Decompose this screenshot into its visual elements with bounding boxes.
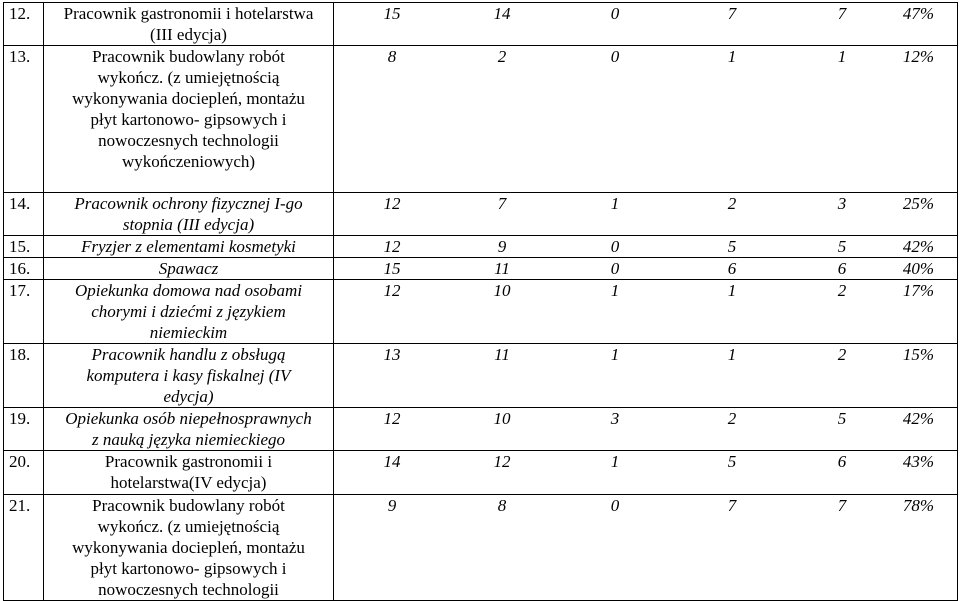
table-row bbox=[4, 451, 958, 495]
percentage-value: 40% bbox=[902, 259, 934, 278]
count-value: 0 bbox=[610, 4, 620, 23]
course-name bbox=[44, 236, 334, 258]
values-cell bbox=[334, 280, 958, 344]
count-value: 11 bbox=[494, 259, 510, 278]
values-cell bbox=[334, 193, 958, 236]
count-value: 1 bbox=[610, 194, 620, 213]
count-value: 7 bbox=[727, 4, 737, 23]
course-name-line: płyt kartonowo- gipsowych i bbox=[90, 110, 287, 129]
course-name-line: Spawacz bbox=[158, 259, 219, 278]
course-name-line: z nauką języka niemieckiego bbox=[91, 430, 286, 449]
course-name-line: Pracownik gastronomii i bbox=[104, 452, 273, 471]
course-name-line: hotelarstwa(IV edycja) bbox=[110, 473, 267, 492]
count-value: 1 bbox=[837, 47, 847, 66]
table-row bbox=[4, 258, 958, 280]
row-number: 12. bbox=[4, 3, 44, 46]
count-value: 3 bbox=[610, 409, 620, 428]
count-value: 1 bbox=[610, 345, 620, 364]
count-value: 5 bbox=[837, 237, 847, 256]
course-name-line: niemieckim bbox=[149, 323, 228, 342]
count-value: 12 bbox=[383, 281, 401, 300]
count-value: 1 bbox=[727, 47, 737, 66]
count-value: 6 bbox=[837, 452, 847, 471]
course-name bbox=[44, 280, 334, 344]
count-value: 2 bbox=[727, 194, 737, 213]
course-name bbox=[44, 451, 334, 495]
percentage-value: 12% bbox=[902, 47, 934, 66]
course-name-line: nowoczesnych technologii bbox=[98, 131, 279, 150]
course-name bbox=[44, 344, 334, 408]
course-name-line: Pracownik handlu z obsługą bbox=[91, 345, 286, 364]
table-row bbox=[4, 46, 958, 193]
table-body bbox=[4, 3, 958, 601]
values-cell bbox=[334, 344, 958, 408]
count-value: 10 bbox=[493, 281, 511, 300]
course-name bbox=[44, 3, 334, 46]
count-value: 14 bbox=[493, 4, 511, 23]
course-name-line: nowoczesnych technologii bbox=[98, 580, 279, 599]
course-name bbox=[44, 193, 334, 236]
count-value: 6 bbox=[727, 259, 737, 278]
course-name-line: wykonywania dociepleń, montażu bbox=[72, 89, 305, 108]
count-value: 7 bbox=[837, 496, 847, 515]
count-value: 7 bbox=[497, 194, 507, 213]
count-value: 15 bbox=[383, 4, 401, 23]
course-name-line: komputera i kasy fiskalnej (IV bbox=[86, 366, 291, 385]
course-name-line: wykończeniowych) bbox=[121, 152, 256, 171]
count-value: 14 bbox=[383, 452, 401, 471]
values-cell bbox=[334, 495, 958, 601]
values-cell bbox=[334, 408, 958, 451]
results-table bbox=[3, 2, 958, 601]
row-number: 17. bbox=[4, 280, 44, 344]
row-number: 15. bbox=[4, 236, 44, 258]
count-value: 1 bbox=[610, 281, 620, 300]
course-name-line: Opiekunka domowa nad osobami bbox=[74, 281, 303, 300]
course-name-line: wykonywania dociepleń, montażu bbox=[72, 538, 305, 557]
row-number: 19. bbox=[4, 408, 44, 451]
row-number: 14. bbox=[4, 193, 44, 236]
count-value: 2 bbox=[727, 409, 737, 428]
count-value: 12 bbox=[383, 237, 401, 256]
count-value: 9 bbox=[387, 496, 397, 515]
course-name-line: Pracownik budowlany robót bbox=[92, 496, 285, 515]
course-name-line: Pracownik budowlany robót bbox=[92, 47, 285, 66]
count-value: 15 bbox=[383, 259, 401, 278]
count-value: 11 bbox=[494, 345, 510, 364]
table-row bbox=[4, 344, 958, 408]
course-name-line: (III edycja) bbox=[150, 25, 227, 44]
table-row bbox=[4, 280, 958, 344]
values-cell bbox=[334, 3, 958, 46]
values-cell bbox=[334, 258, 958, 280]
count-value: 0 bbox=[610, 47, 620, 66]
course-name-line: edycja) bbox=[163, 387, 214, 406]
table-row bbox=[4, 495, 958, 601]
course-name bbox=[44, 495, 334, 601]
count-value: 0 bbox=[610, 496, 620, 515]
percentage-value: 42% bbox=[902, 409, 934, 428]
count-value: 0 bbox=[610, 237, 620, 256]
percentage-value: 78% bbox=[902, 496, 934, 515]
count-value: 2 bbox=[837, 345, 847, 364]
percentage-value: 17% bbox=[902, 281, 934, 300]
count-value: 5 bbox=[727, 452, 737, 471]
row-number: 18. bbox=[4, 344, 44, 408]
count-value: 12 bbox=[383, 409, 401, 428]
percentage-value: 47% bbox=[902, 4, 934, 23]
row-number: 20. bbox=[4, 451, 44, 495]
count-value: 8 bbox=[497, 496, 507, 515]
row-number: 21. bbox=[4, 495, 44, 601]
course-name bbox=[44, 46, 334, 193]
table-row bbox=[4, 3, 958, 46]
course-name bbox=[44, 258, 334, 280]
table-row bbox=[4, 193, 958, 236]
course-name-line: Pracownik ochrony fizycznej I-go bbox=[74, 194, 303, 213]
course-name-line: wykończ. (z umiejętnością bbox=[97, 517, 280, 536]
course-name-line: Fryzjer z elementami kosmetyki bbox=[81, 237, 296, 256]
count-value: 2 bbox=[497, 47, 507, 66]
percentage-value: 15% bbox=[902, 345, 934, 364]
course-name bbox=[44, 408, 334, 451]
row-number: 13. bbox=[4, 46, 44, 193]
values-cell bbox=[334, 46, 958, 193]
count-value: 6 bbox=[837, 259, 847, 278]
count-value: 1 bbox=[610, 452, 620, 471]
row-number: 16. bbox=[4, 258, 44, 280]
table-row bbox=[4, 408, 958, 451]
count-value: 9 bbox=[497, 237, 507, 256]
count-value: 2 bbox=[837, 281, 847, 300]
count-value: 1 bbox=[727, 345, 737, 364]
course-name-line: stopnia (III edycja) bbox=[122, 215, 255, 234]
course-name-line: wykończ. (z umiejętnością bbox=[97, 68, 280, 87]
course-name-line: chorymi i dziećmi z językiem bbox=[91, 302, 286, 321]
values-cell bbox=[334, 236, 958, 258]
values-cell bbox=[334, 451, 958, 495]
course-name-line: Pracownik gastronomii i hotelarstwa bbox=[63, 4, 314, 23]
count-value: 10 bbox=[493, 409, 511, 428]
count-value: 3 bbox=[837, 194, 847, 213]
count-value: 5 bbox=[727, 237, 737, 256]
count-value: 0 bbox=[610, 259, 620, 278]
course-name-line: płyt kartonowo- gipsowych i bbox=[90, 559, 287, 578]
count-value: 7 bbox=[727, 496, 737, 515]
count-value: 8 bbox=[387, 47, 397, 66]
percentage-value: 43% bbox=[902, 452, 934, 471]
count-value: 12 bbox=[493, 452, 511, 471]
percentage-value: 42% bbox=[902, 237, 934, 256]
count-value: 7 bbox=[837, 4, 847, 23]
count-value: 13 bbox=[383, 345, 401, 364]
percentage-value: 25% bbox=[902, 194, 934, 213]
count-value: 1 bbox=[727, 281, 737, 300]
count-value: 12 bbox=[383, 194, 401, 213]
table-row bbox=[4, 236, 958, 258]
count-value: 5 bbox=[837, 409, 847, 428]
course-name-line: Opiekunka osób niepełnosprawnych bbox=[65, 409, 312, 428]
